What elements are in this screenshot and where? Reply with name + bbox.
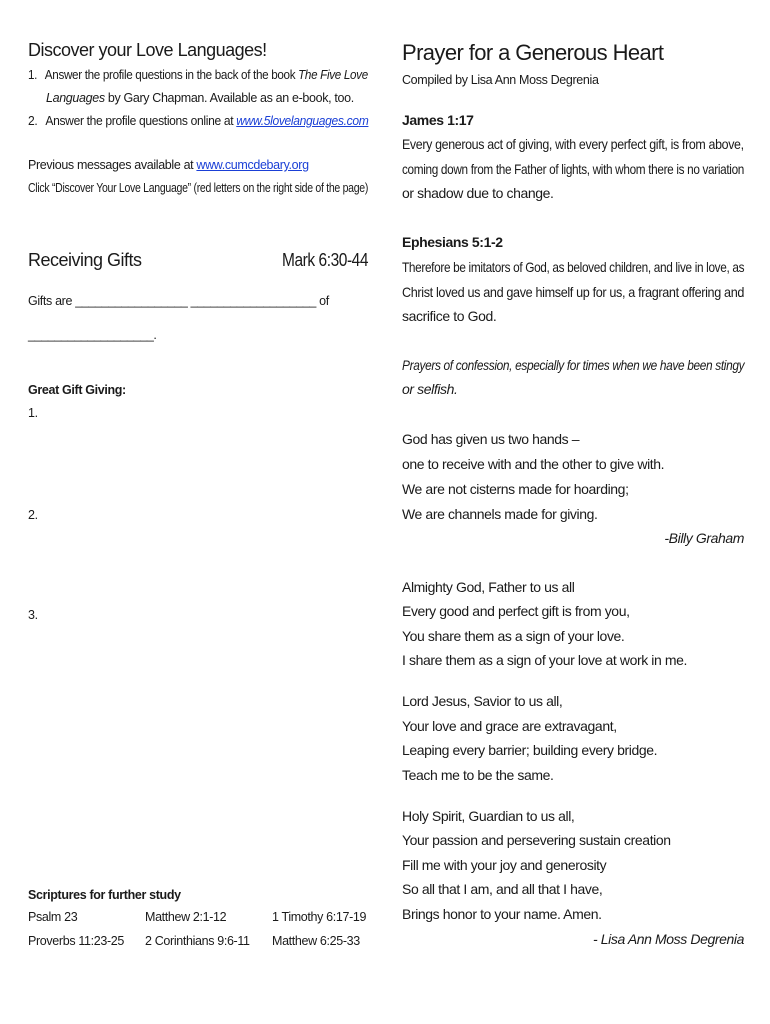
prayer-line: Almighty God, Father to us all	[402, 579, 575, 595]
james-reference: James 1:17	[402, 112, 474, 128]
prayer-line: Fill me with your joy and generosity	[402, 857, 607, 873]
sermon-title: Receiving Gifts	[28, 250, 142, 270]
prayer-line: Teach me to be the same.	[402, 767, 554, 783]
confession-line: or selfish.	[402, 381, 458, 397]
prayer-attribution: - Lisa Ann Moss Degrenia	[593, 931, 744, 947]
church-website-link[interactable]: www.cumcdebary.org	[196, 158, 309, 172]
scripture-ref: Matthew 6:25-33	[272, 934, 360, 948]
prayer-line: Holy Spirit, Guardian to us all,	[402, 808, 575, 824]
quote-line: We are channels made for giving.	[402, 506, 598, 522]
scripture-ref: Psalm 23	[28, 910, 78, 924]
confession-line: Prayers of confession, especially for times when we have been stingy	[402, 357, 745, 373]
prayer-line: You share them as a sign of your love.	[402, 628, 625, 644]
verse-line: Therefore be imitators of God, as beloved children, and live in love, as	[402, 259, 745, 275]
point-3: 3.	[28, 608, 38, 622]
scripture-ref: 1 Timothy 6:17-19	[272, 910, 367, 924]
scriptures-heading: Scriptures for further study	[28, 888, 181, 902]
verse-line: sacrifice to God.	[402, 308, 497, 324]
point-1: 1.	[28, 406, 38, 420]
previous-messages-line: Previous messages available at www.cumcdebary.org	[28, 158, 309, 172]
sermon-reference: Mark 6:30-44	[282, 250, 369, 270]
point-2: 2.	[28, 508, 38, 522]
quote-line: one to receive with and the other to give with.	[402, 456, 665, 472]
prayer-line: Your passion and persevering sustain creation	[402, 832, 671, 848]
verse-line: coming down from the Father of lights, with whom there is no variation	[402, 161, 745, 177]
gifts-fill-in-line2: ___________________.	[28, 328, 157, 342]
scripture-ref: Matthew 2:1-12	[145, 910, 227, 924]
prayer-line: Brings honor to your name. Amen.	[402, 906, 602, 922]
ephesians-reference: Ephesians 5:1-2	[402, 234, 503, 250]
verse-line: Every generous act of giving, with every perfect gift, is from above,	[402, 136, 744, 152]
quote-attribution: -Billy Graham	[664, 530, 744, 546]
list-item-1-line2: Languages by Gary Chapman. Available as an e-book, too.	[46, 91, 354, 105]
list-item-2: 2. Answer the profile questions online at www.5lovelanguages.com	[28, 114, 369, 128]
great-gift-giving-heading: Great Gift Giving:	[28, 383, 126, 397]
prayer-line: Your love and grace are extravagant,	[402, 718, 617, 734]
scripture-ref: 2 Corinthians 9:6-11	[145, 934, 250, 948]
love-languages-title: Discover your Love Languages!	[28, 40, 267, 60]
list-item-1-line1: 1. Answer the profile questions in the back of the book The Five Love	[28, 68, 368, 82]
compiled-by: Compiled by Lisa Ann Moss Degrenia	[402, 73, 599, 87]
love-languages-link[interactable]: www.5lovelanguages.com	[236, 114, 369, 128]
prayer-line: Lord Jesus, Savior to us all,	[402, 693, 563, 709]
prayer-line: Every good and perfect gift is from you,	[402, 603, 630, 619]
verse-line: Christ loved us and gave himself up for us, a fragrant offering and	[402, 284, 745, 300]
gifts-fill-in-line1: Gifts are _________________ ___________________ of	[28, 294, 329, 308]
prayer-line: So all that I am, and all that I have,	[402, 881, 603, 897]
prayer-line: I share them as a sign of your love at work in me.	[402, 652, 688, 668]
scripture-ref: Proverbs 11:23-25	[28, 934, 124, 948]
prayer-title: Prayer for a Generous Heart	[402, 40, 664, 65]
quote-line: God has given us two hands –	[402, 431, 580, 447]
quote-line: We are not cisterns made for hoarding;	[402, 481, 629, 497]
click-instruction: Click “Discover Your Love Language” (red letters on the right side of the page)	[28, 181, 369, 195]
verse-line: or shadow due to change.	[402, 185, 554, 201]
prayer-line: Leaping every barrier; building every bridge.	[402, 742, 658, 758]
